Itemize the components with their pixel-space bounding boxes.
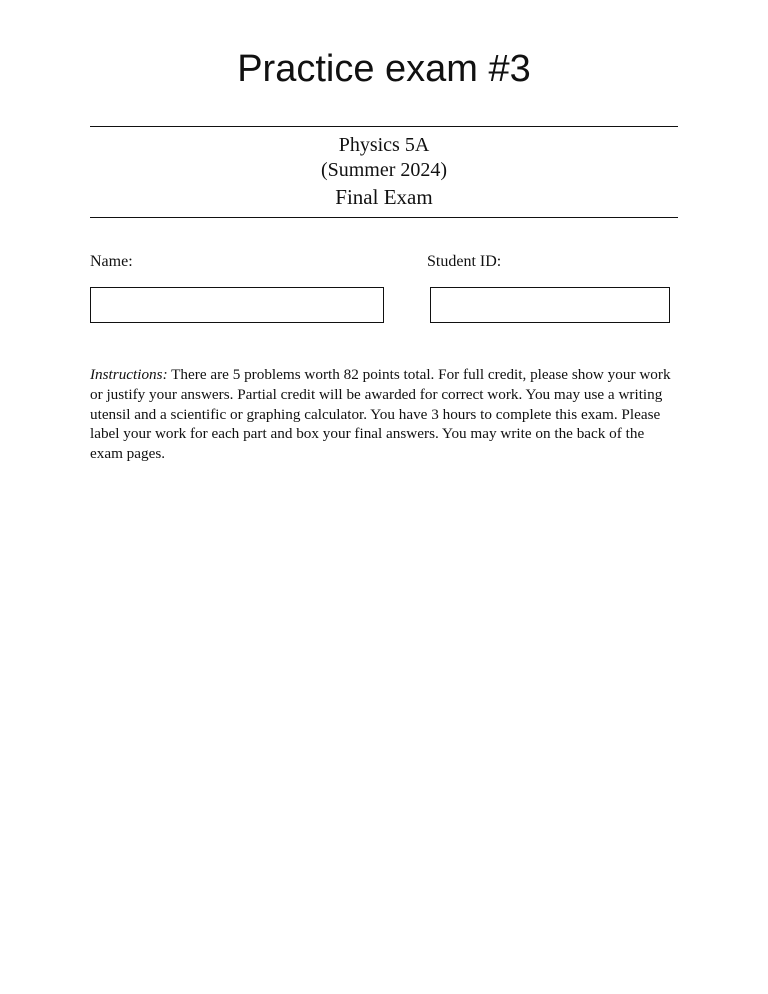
name-field[interactable]	[90, 287, 384, 323]
course-term: (Summer 2024)	[320, 159, 448, 181]
instructions-lead: Instructions:	[90, 366, 168, 383]
page-title: Practice exam #3	[237, 48, 531, 90]
name-label: Name:	[90, 253, 133, 270]
exam-title: Final Exam	[335, 185, 433, 209]
header-bottom-rule	[90, 217, 678, 218]
instructions-paragraph	[90, 365, 680, 464]
student-id-field[interactable]	[430, 287, 670, 323]
student-id-label: Student ID:	[427, 253, 502, 270]
course-title: Physics 5A	[338, 134, 430, 156]
instructions-body: There are 5 problems worth 82 points total. For full credit, please show your work or justify your answers. Partial credit will be awarded for correct work. You may use a writing utensil and a scientific or graphing calculator. You have 3 hours to complete this exam. Please label your work for each part and box your final answers. You may write on the back of the exam pages.	[90, 366, 671, 463]
header-top-rule	[90, 126, 678, 127]
